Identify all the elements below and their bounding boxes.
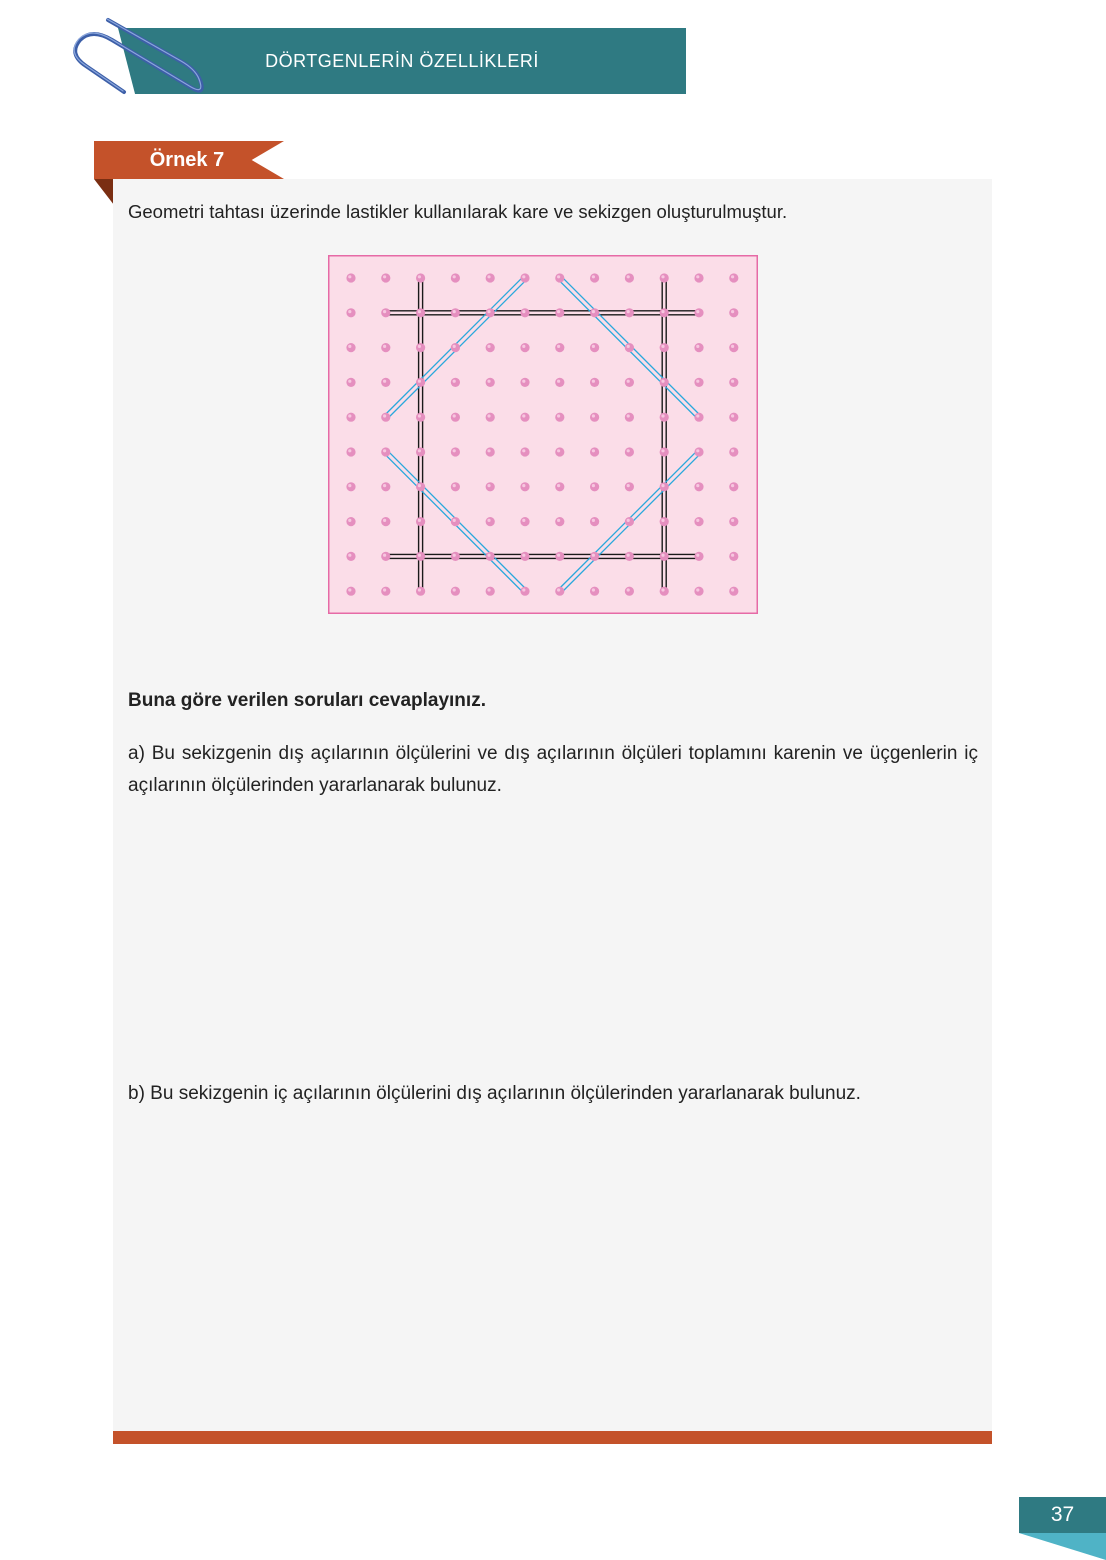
board-peg	[660, 447, 669, 456]
board-peg-highlight	[731, 519, 734, 522]
board-peg	[590, 378, 599, 387]
board-peg	[625, 482, 634, 491]
board-peg	[486, 343, 495, 352]
board-peg-highlight	[418, 588, 421, 591]
board-peg	[729, 378, 738, 387]
question-a: a) Bu sekizgenin dış açılarının ölçülerini ve dış açılarının ölçüleri toplamını karenin ve üçgenlerin iç açılarının ölçülerinden yararlanarak bulunuz.	[128, 743, 978, 796]
board-peg	[555, 447, 564, 456]
board-peg-highlight	[627, 588, 630, 591]
board-peg	[381, 587, 390, 596]
example-tag-fold	[94, 179, 114, 205]
board-peg	[555, 587, 564, 596]
board-peg	[694, 343, 703, 352]
board-peg	[694, 482, 703, 491]
board-peg-highlight	[592, 380, 595, 383]
board-peg-highlight	[731, 380, 734, 383]
board-peg	[555, 482, 564, 491]
board-peg	[555, 552, 564, 561]
board-peg-highlight	[487, 449, 490, 452]
board-peg-highlight	[661, 554, 664, 557]
board-peg	[625, 552, 634, 561]
board-peg	[590, 273, 599, 282]
board-peg-highlight	[487, 414, 490, 417]
board-peg-highlight	[383, 588, 386, 591]
board-peg	[381, 308, 390, 317]
board-peg-highlight	[696, 554, 699, 557]
board-peg-highlight	[348, 519, 351, 522]
board-peg	[451, 482, 460, 491]
board-peg-highlight	[348, 310, 351, 313]
board-peg	[451, 587, 460, 596]
board-peg-highlight	[661, 310, 664, 313]
board-peg	[625, 343, 634, 352]
board-peg-highlight	[453, 554, 456, 557]
board-peg	[625, 447, 634, 456]
board-peg-highlight	[418, 275, 421, 278]
board-peg	[694, 378, 703, 387]
board-peg-highlight	[557, 554, 560, 557]
board-peg-highlight	[348, 380, 351, 383]
board-peg-highlight	[418, 310, 421, 313]
board-peg-highlight	[592, 414, 595, 417]
board-peg-highlight	[453, 449, 456, 452]
board-peg	[590, 517, 599, 526]
board-peg	[346, 343, 355, 352]
board-peg	[729, 343, 738, 352]
board-peg	[660, 343, 669, 352]
board-peg-highlight	[557, 380, 560, 383]
board-peg	[729, 482, 738, 491]
board-peg	[520, 517, 529, 526]
board-peg	[625, 273, 634, 282]
board-peg-highlight	[592, 554, 595, 557]
board-peg	[451, 552, 460, 561]
board-peg-highlight	[487, 588, 490, 591]
board-peg	[729, 587, 738, 596]
board-peg-highlight	[487, 519, 490, 522]
board-peg	[555, 517, 564, 526]
board-peg	[625, 378, 634, 387]
board-peg	[555, 308, 564, 317]
board-peg	[486, 482, 495, 491]
board-peg	[451, 517, 460, 526]
board-peg-highlight	[661, 380, 664, 383]
board-peg-highlight	[627, 345, 630, 348]
page-title: DÖRTGENLERİN ÖZELLİKLERİ	[265, 50, 539, 71]
board-peg-highlight	[348, 275, 351, 278]
board-peg	[520, 552, 529, 561]
board-peg	[520, 273, 529, 282]
board-peg-highlight	[418, 484, 421, 487]
board-peg	[729, 273, 738, 282]
board-peg-highlight	[522, 588, 525, 591]
board-peg-highlight	[383, 554, 386, 557]
board-peg	[346, 413, 355, 422]
board-peg	[660, 482, 669, 491]
board-peg-highlight	[627, 310, 630, 313]
intro-text: Geometri tahtası üzerinde lastikler kullanılarak kare ve sekizgen oluşturulmuştur.	[128, 201, 788, 222]
board-peg	[486, 447, 495, 456]
board-peg	[590, 447, 599, 456]
board-peg-highlight	[557, 414, 560, 417]
board-peg-highlight	[383, 275, 386, 278]
page-number: 37	[1019, 1497, 1106, 1533]
board-peg	[694, 413, 703, 422]
board-peg	[416, 343, 425, 352]
board-peg	[694, 447, 703, 456]
board-peg	[694, 308, 703, 317]
board-peg-highlight	[453, 275, 456, 278]
board-peg-highlight	[696, 345, 699, 348]
board-peg-highlight	[627, 484, 630, 487]
board-peg	[486, 308, 495, 317]
board-peg-highlight	[627, 554, 630, 557]
board-peg-highlight	[557, 588, 560, 591]
board-peg-highlight	[592, 449, 595, 452]
board-peg	[416, 552, 425, 561]
board-peg	[346, 378, 355, 387]
board-peg-highlight	[731, 310, 734, 313]
board-peg-highlight	[522, 519, 525, 522]
board-peg	[486, 413, 495, 422]
board-peg-highlight	[696, 519, 699, 522]
board-peg	[660, 413, 669, 422]
board-peg-highlight	[487, 484, 490, 487]
board-peg-highlight	[453, 380, 456, 383]
board-peg-highlight	[661, 449, 664, 452]
board-peg-highlight	[627, 275, 630, 278]
board-peg	[346, 552, 355, 561]
board-peg	[416, 482, 425, 491]
board-peg	[625, 517, 634, 526]
board-peg-highlight	[731, 484, 734, 487]
board-peg-highlight	[383, 449, 386, 452]
board-peg	[729, 517, 738, 526]
board-peg-highlight	[696, 449, 699, 452]
paperclip-icon	[64, 14, 214, 104]
board-peg-highlight	[383, 414, 386, 417]
board-peg-highlight	[453, 310, 456, 313]
geoboard-figure	[328, 255, 758, 614]
question-b: b) Bu sekizgenin iç açılarının ölçülerini dış açılarının ölçülerinden yararlanarak bulunuz.	[128, 1083, 861, 1104]
board-peg-highlight	[453, 519, 456, 522]
board-peg	[381, 343, 390, 352]
board-peg-highlight	[487, 310, 490, 313]
board-peg-highlight	[557, 345, 560, 348]
board-peg-highlight	[592, 484, 595, 487]
page-corner-tab	[1019, 1533, 1106, 1560]
board-peg	[660, 378, 669, 387]
board-peg	[590, 308, 599, 317]
board-peg-highlight	[557, 449, 560, 452]
board-peg	[381, 552, 390, 561]
board-peg	[520, 482, 529, 491]
board-peg	[520, 587, 529, 596]
board-peg	[346, 482, 355, 491]
board-peg-highlight	[522, 484, 525, 487]
board-peg-highlight	[348, 588, 351, 591]
board-peg-highlight	[627, 380, 630, 383]
board-peg	[590, 552, 599, 561]
board-peg	[416, 587, 425, 596]
board-peg	[381, 517, 390, 526]
board-peg	[346, 517, 355, 526]
board-peg-highlight	[661, 414, 664, 417]
board-peg	[451, 413, 460, 422]
board-peg-highlight	[731, 275, 734, 278]
board-peg	[520, 447, 529, 456]
board-peg-highlight	[696, 588, 699, 591]
board-peg	[346, 447, 355, 456]
board-peg	[486, 378, 495, 387]
board-peg-highlight	[383, 519, 386, 522]
board-peg	[555, 378, 564, 387]
board-peg-highlight	[557, 484, 560, 487]
board-peg-highlight	[348, 449, 351, 452]
board-peg	[346, 308, 355, 317]
board-peg	[486, 552, 495, 561]
board-peg	[694, 517, 703, 526]
question-heading: Buna göre verilen soruları cevaplayınız.	[128, 690, 486, 711]
board-peg-highlight	[696, 275, 699, 278]
board-peg-highlight	[731, 554, 734, 557]
board-peg-highlight	[696, 414, 699, 417]
board-peg-highlight	[418, 380, 421, 383]
board-peg	[381, 482, 390, 491]
board-peg-highlight	[522, 275, 525, 278]
board-peg-highlight	[592, 588, 595, 591]
board-peg-highlight	[627, 519, 630, 522]
board-peg	[486, 587, 495, 596]
board-peg-highlight	[627, 414, 630, 417]
board-peg	[416, 413, 425, 422]
board-peg-highlight	[453, 345, 456, 348]
board-peg-highlight	[731, 345, 734, 348]
bottom-accent-bar	[113, 1431, 992, 1444]
board-peg	[625, 587, 634, 596]
board-peg-highlight	[487, 554, 490, 557]
board-peg	[660, 273, 669, 282]
board-peg-highlight	[522, 345, 525, 348]
board-peg-highlight	[696, 380, 699, 383]
board-peg-highlight	[557, 275, 560, 278]
board-peg-highlight	[592, 519, 595, 522]
board-peg	[346, 273, 355, 282]
board-peg-highlight	[661, 275, 664, 278]
board-peg-highlight	[453, 588, 456, 591]
board-peg	[729, 413, 738, 422]
board-peg-highlight	[661, 588, 664, 591]
board-peg	[729, 447, 738, 456]
board-peg-highlight	[592, 345, 595, 348]
board-peg-highlight	[418, 414, 421, 417]
board-peg	[590, 413, 599, 422]
board-peg	[381, 447, 390, 456]
board-peg	[660, 517, 669, 526]
board-peg-highlight	[661, 345, 664, 348]
board-peg	[555, 413, 564, 422]
board-peg	[416, 447, 425, 456]
board-peg	[381, 413, 390, 422]
board-peg	[451, 273, 460, 282]
board-peg-highlight	[348, 345, 351, 348]
board-peg-highlight	[522, 310, 525, 313]
geoboard-svg	[328, 255, 758, 614]
board-peg-highlight	[383, 310, 386, 313]
board-peg-highlight	[383, 484, 386, 487]
board-peg	[486, 517, 495, 526]
board-peg-highlight	[348, 484, 351, 487]
board-peg-highlight	[348, 414, 351, 417]
board-peg	[346, 587, 355, 596]
board-peg-highlight	[418, 449, 421, 452]
board-peg	[729, 308, 738, 317]
board-peg-highlight	[731, 449, 734, 452]
board-peg-highlight	[696, 310, 699, 313]
board-peg-highlight	[661, 519, 664, 522]
board-peg	[660, 552, 669, 561]
board-peg	[590, 343, 599, 352]
board-peg	[694, 552, 703, 561]
board-peg-highlight	[383, 345, 386, 348]
board-peg-highlight	[592, 310, 595, 313]
board-peg	[590, 587, 599, 596]
board-peg	[625, 308, 634, 317]
board-peg	[555, 273, 564, 282]
board-peg	[381, 273, 390, 282]
board-peg-highlight	[522, 554, 525, 557]
board-peg-highlight	[731, 414, 734, 417]
board-peg	[451, 308, 460, 317]
board-peg-highlight	[522, 449, 525, 452]
board-peg	[416, 273, 425, 282]
board-peg	[416, 308, 425, 317]
board-peg-highlight	[487, 275, 490, 278]
example-label: Örnek 7	[149, 148, 225, 171]
board-peg	[590, 482, 599, 491]
board-peg-highlight	[348, 554, 351, 557]
board-peg-highlight	[453, 484, 456, 487]
board-peg-highlight	[731, 588, 734, 591]
board-peg	[520, 378, 529, 387]
board-peg-highlight	[696, 484, 699, 487]
board-peg-highlight	[487, 345, 490, 348]
board-peg-highlight	[418, 345, 421, 348]
board-peg	[520, 413, 529, 422]
board-peg	[660, 587, 669, 596]
board-peg	[416, 378, 425, 387]
board-peg-highlight	[661, 484, 664, 487]
board-peg	[520, 343, 529, 352]
board-peg-highlight	[522, 380, 525, 383]
board-peg-highlight	[557, 310, 560, 313]
board-peg	[486, 273, 495, 282]
board-peg-highlight	[383, 380, 386, 383]
board-peg	[625, 413, 634, 422]
board-peg	[694, 273, 703, 282]
board-peg-highlight	[627, 449, 630, 452]
board-peg-highlight	[557, 519, 560, 522]
board-peg	[694, 587, 703, 596]
board-peg	[451, 447, 460, 456]
board-peg	[451, 343, 460, 352]
board-peg-highlight	[453, 414, 456, 417]
board-peg	[555, 343, 564, 352]
board-peg-highlight	[418, 554, 421, 557]
board-peg-highlight	[592, 275, 595, 278]
board-peg-highlight	[418, 519, 421, 522]
board-peg	[381, 378, 390, 387]
board-peg-highlight	[522, 414, 525, 417]
board-peg	[451, 378, 460, 387]
board-peg	[660, 308, 669, 317]
board-background	[329, 256, 758, 614]
board-peg	[729, 552, 738, 561]
board-peg	[416, 517, 425, 526]
board-peg-highlight	[487, 380, 490, 383]
board-peg	[520, 308, 529, 317]
